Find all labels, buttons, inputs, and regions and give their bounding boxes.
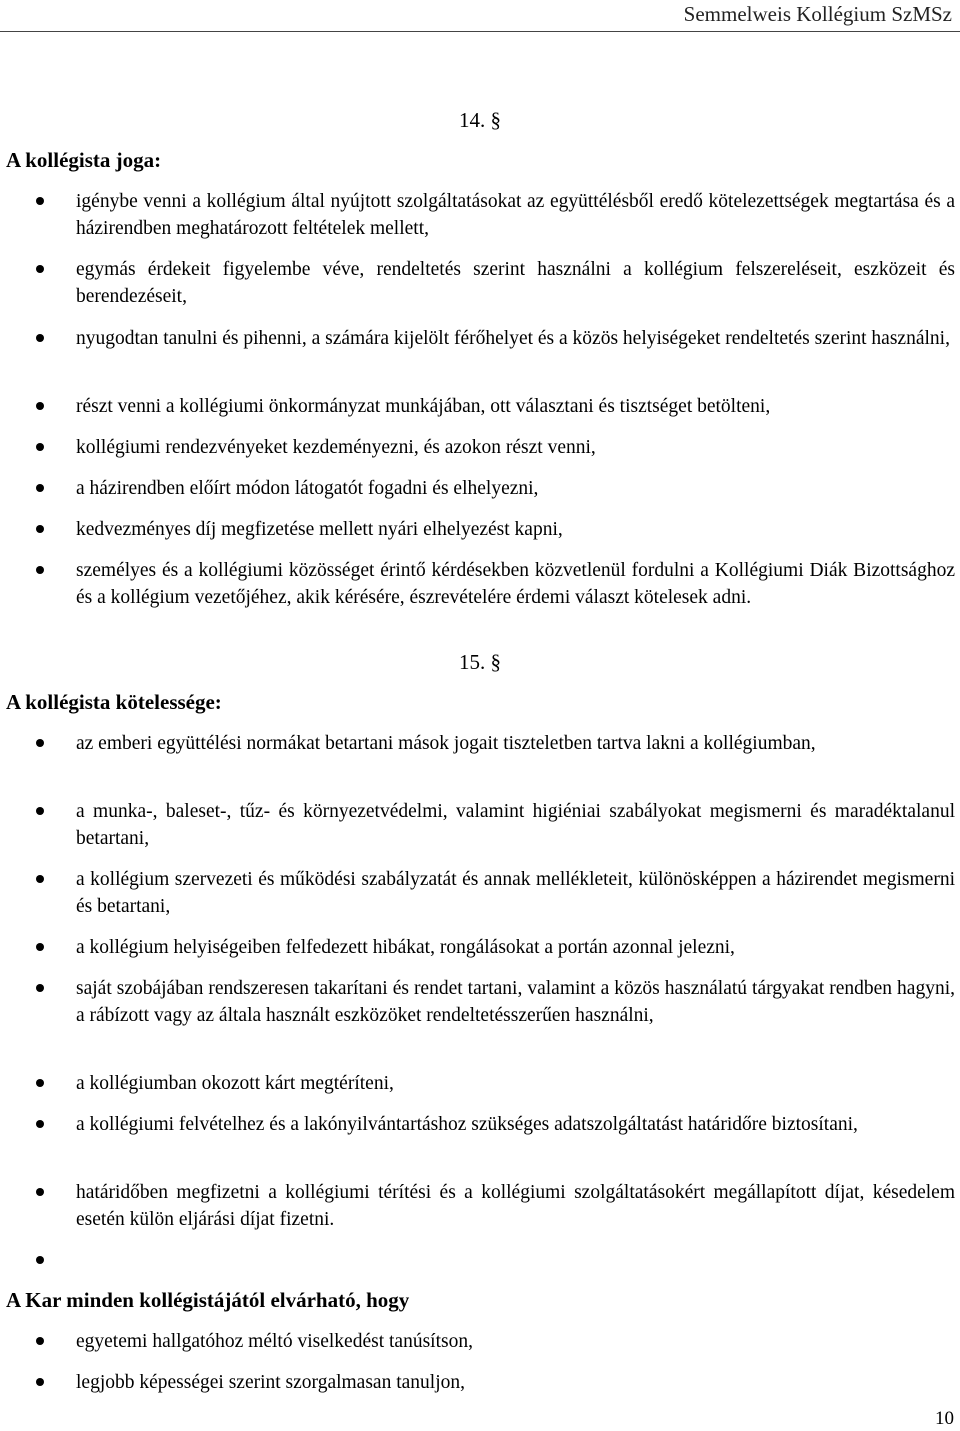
bullet-icon <box>36 525 44 533</box>
bullet-icon <box>36 484 44 492</box>
bullet-icon <box>36 334 44 342</box>
section-heading-duties: A kollégista kötelessége: <box>6 690 222 714</box>
bullet-icon <box>36 443 44 451</box>
list-item: a kollégium helyiségeiben felfedezett hibákat, rongálásokat a portán azonnal jelezni, <box>76 937 735 958</box>
bullet-icon <box>36 1337 44 1345</box>
list-item: egymás érdekeit figyelembe véve, rendeltetés szerint használni a kollégium felszereléseit, eszközeit és berendezéseit, <box>76 259 955 307</box>
list-item: határidőben megfizetni a kollégiumi térítési és a kollégiumi szolgáltatásokért megállapított díjat, késedelem esetén külön eljárási díjat fizetni. <box>76 1182 955 1230</box>
list-item: saját szobájában rendszeresen takarítani és rendet tartani, valamint a közös használatú tárgyakat rendben hagyni, a rábízott vagy az általa használt eszközöket rendeltetésszerűen használni, <box>76 978 955 1026</box>
bullet-icon <box>36 197 44 205</box>
list-item: a kollégium szervezeti és működési szabályzatát és annak mellékleteit, különösképpen a házirendet megismerni és betartani, <box>76 869 955 917</box>
list-item: a munka-, baleset-, tűz- és környezetvédelmi, valamint higiéniai szabályokat megismerni és maradéktalanul betartani, <box>76 801 955 849</box>
section-number-14: 14. § <box>459 108 501 132</box>
page-header: Semmelweis Kollégium SzMSz <box>683 2 952 26</box>
bullet-icon <box>36 875 44 883</box>
bullet-icon <box>36 807 44 815</box>
list-item: részt venni a kollégiumi önkormányzat munkájában, ott választani és tisztséget betölteni, <box>76 396 771 417</box>
page-number: 10 <box>935 1408 954 1429</box>
section-number-15: 15. § <box>459 650 501 674</box>
list-item: személyes és a kollégiumi közösséget érintő kérdésekben közvetlenül fordulni a Kollégiumi Diák Bizottsághoz és a kollégium vezetőjéhez, akik kérésére, észrevételére érdemi választ kötelesek adni. <box>76 560 955 608</box>
bullet-icon <box>36 943 44 951</box>
header-divider <box>0 31 960 32</box>
section-heading-rights: A kollégista joga: <box>6 148 162 172</box>
list-item: kollégiumi rendezvényeket kezdeményezni, és azokon részt venni, <box>76 437 596 458</box>
list-item: legjobb képességei szerint szorgalmasan tanuljon, <box>76 1372 465 1393</box>
bullet-icon <box>36 1256 44 1264</box>
list-item: igénybe venni a kollégium által nyújtott szolgáltatásokat az együttélésből eredő kötelezettségek megtartása és a házirendben meghatározott feltételek mellett, <box>76 191 955 239</box>
list-item: a kollégiumban okozott kárt megtéríteni, <box>76 1073 394 1094</box>
bullet-icon <box>36 1188 44 1196</box>
bullet-icon <box>36 265 44 273</box>
bullet-icon <box>36 984 44 992</box>
bullet-icon <box>36 1120 44 1128</box>
bullet-icon <box>36 1378 44 1386</box>
bullet-icon <box>36 739 44 747</box>
list-item: nyugodtan tanulni és pihenni, a számára kijelölt férőhelyet és a közös helyiségeket rendeltetés szerint használni, <box>76 328 950 349</box>
bullet-icon <box>36 402 44 410</box>
list-item: az emberi együttélési normákat betartani mások jogait tiszteletben tartva lakni a kollégiumban, <box>76 733 816 754</box>
list-item: egyetemi hallgatóhoz méltó viselkedést tanúsítson, <box>76 1331 473 1352</box>
bullet-icon <box>36 566 44 574</box>
bullet-icon <box>36 1079 44 1087</box>
list-item: a kollégiumi felvételhez és a lakónyilvántartáshoz szükséges adatszolgáltatást határidőre biztosítani, <box>76 1114 858 1135</box>
list-item: a házirendben előírt módon látogatót fogadni és elhelyezni, <box>76 478 539 499</box>
list-item: kedvezményes díj megfizetése mellett nyári elhelyezést kapni, <box>76 519 563 540</box>
section-heading-expectations: A Kar minden kollégistájától elvárható, hogy <box>6 1288 410 1312</box>
